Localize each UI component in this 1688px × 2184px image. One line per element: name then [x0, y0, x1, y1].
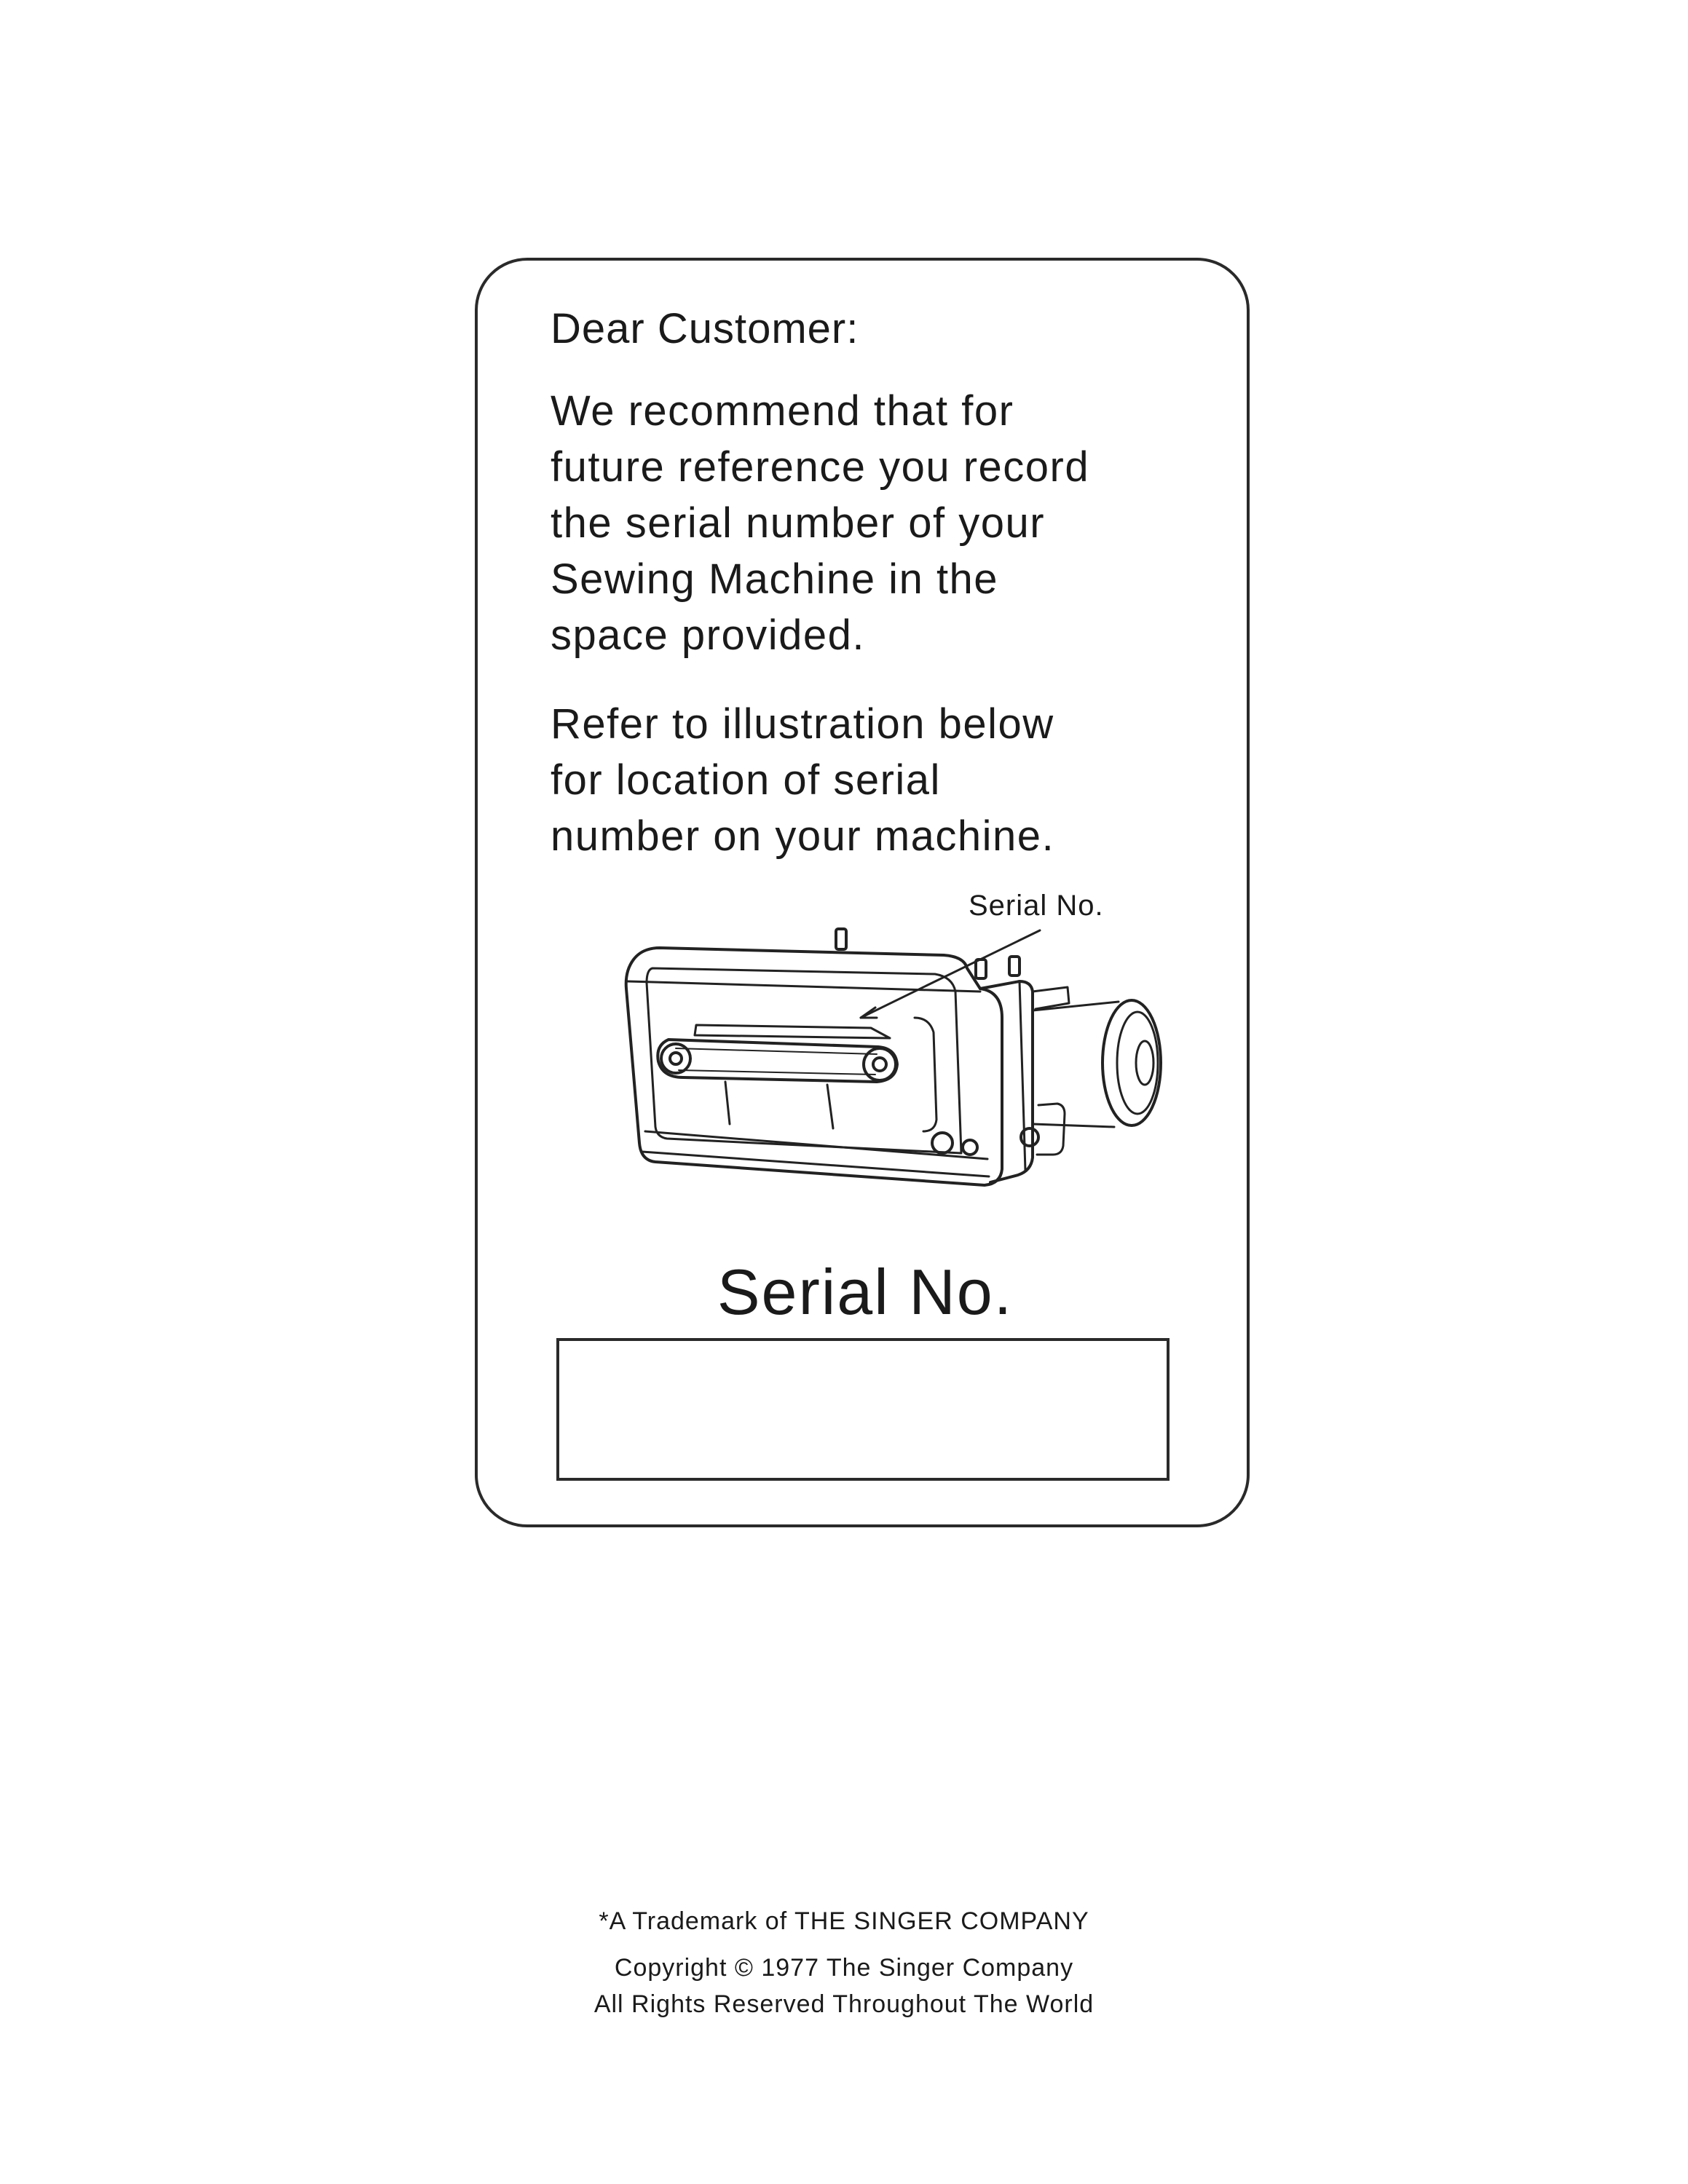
- drive-belt: [658, 1040, 897, 1082]
- rights-notice: All Rights Reserved Throughout The World: [593, 1990, 1095, 2018]
- copyright-notice: Copyright © 1977 The Singer Company: [614, 1954, 1074, 1982]
- serial-number-entry-box[interactable]: [556, 1338, 1170, 1481]
- callout-leader-line: [861, 930, 1040, 1018]
- trademark-notice: *A Trademark of THE SINGER COMPANY: [599, 1907, 1089, 1935]
- footer: [0, 1903, 1688, 2022]
- serial-number-heading: Serial No.: [717, 1256, 1014, 1328]
- greeting: Dear Customer:: [551, 305, 859, 352]
- recommendation-paragraph: We recommend that for future reference you record the serial number of your Sewing Machine in the space provided.: [551, 387, 1090, 659]
- serial-callout-label: Serial No.: [969, 890, 1104, 922]
- handwheel: [1103, 1000, 1161, 1125]
- serial-number-card: [475, 258, 1250, 1527]
- machine-body-outline: [626, 948, 1002, 1185]
- illustration-reference-paragraph: Refer to illustration below for location of serial number on your machine.: [551, 700, 1055, 860]
